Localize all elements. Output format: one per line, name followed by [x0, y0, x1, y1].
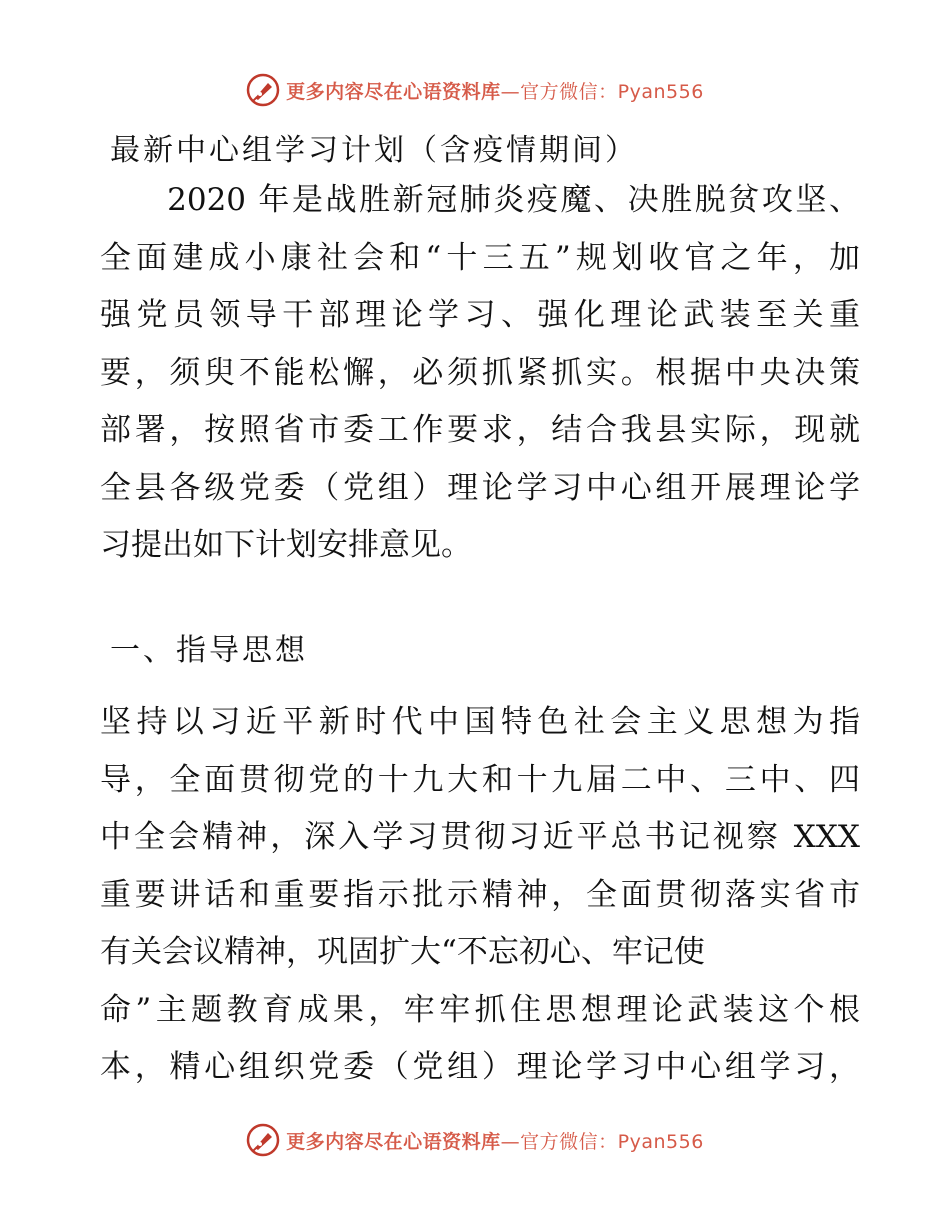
watermark-separator: — [500, 80, 521, 103]
watermark-main-text: 更多内容尽在心语资料库 [286, 80, 501, 103]
watermark-text [286, 77, 704, 104]
watermark-main-text: 更多内容尽在心语资料库 [286, 1130, 501, 1153]
paragraph-line: 2020 年是战胜新冠肺炎疫魔、决胜脱贫攻坚、 [100, 182, 860, 218]
pen-nib-logo-icon [246, 1123, 280, 1157]
paragraph-line: 有关会议精神，巩固扩大“不忘初心、牢记使 [100, 934, 705, 970]
paragraph-line: 中全会精神，深入学习贯彻习近平总书记视察 XXX [100, 819, 860, 855]
watermark-footer [0, 1120, 950, 1160]
watermark-wechat-text: 官方微信：Pyan556 [520, 1130, 704, 1153]
paragraph-line: 全面建成小康社会和“十三五”规划收官之年，加 [100, 239, 860, 276]
watermark-text [286, 1127, 704, 1154]
paragraph-line: 习提出如下计划安排意见。 [100, 527, 472, 563]
paragraph-line: 强党员领导干部理论学习、强化理论武装至关重 [100, 297, 860, 333]
paragraph-line: 坚持以习近平新时代中国特色社会主义思想为指 [100, 704, 860, 740]
document-title: 最新中心组学习计划（含疫情期间） [110, 133, 638, 168]
paragraph-line: 部署，按照省市委工作要求，结合我县实际，现就 [100, 412, 860, 448]
paragraph-line: 命”主题教育成果，牢牢抓住思想理论武装这个根 [100, 991, 860, 1028]
paragraph-guiding-ideology [100, 694, 860, 1097]
watermark-separator: — [500, 1130, 521, 1153]
paragraph-line: 要，须臾不能松懈，必须抓紧抓实。根据中央决策 [100, 354, 860, 391]
watermark-wechat-text: 官方微信：Pyan556 [520, 80, 704, 103]
paragraph-line: 本，精心组织党委（党组）理论学习中心组学习， [100, 1049, 860, 1085]
paragraph-line: 全县各级党委（党组）理论学习中心组开展理论学 [100, 469, 860, 506]
watermark-header [0, 70, 950, 110]
pen-nib-logo-icon [246, 73, 280, 107]
paragraph-line: 导，全面贯彻党的十九大和十九届二中、三中、四 [100, 761, 860, 798]
paragraph-intro [100, 172, 860, 575]
paragraph-line: 重要讲话和重要指示批示精神，全面贯彻落实省市 [100, 876, 860, 913]
section-heading-guiding-ideology: 一、指导思想 [110, 633, 308, 668]
